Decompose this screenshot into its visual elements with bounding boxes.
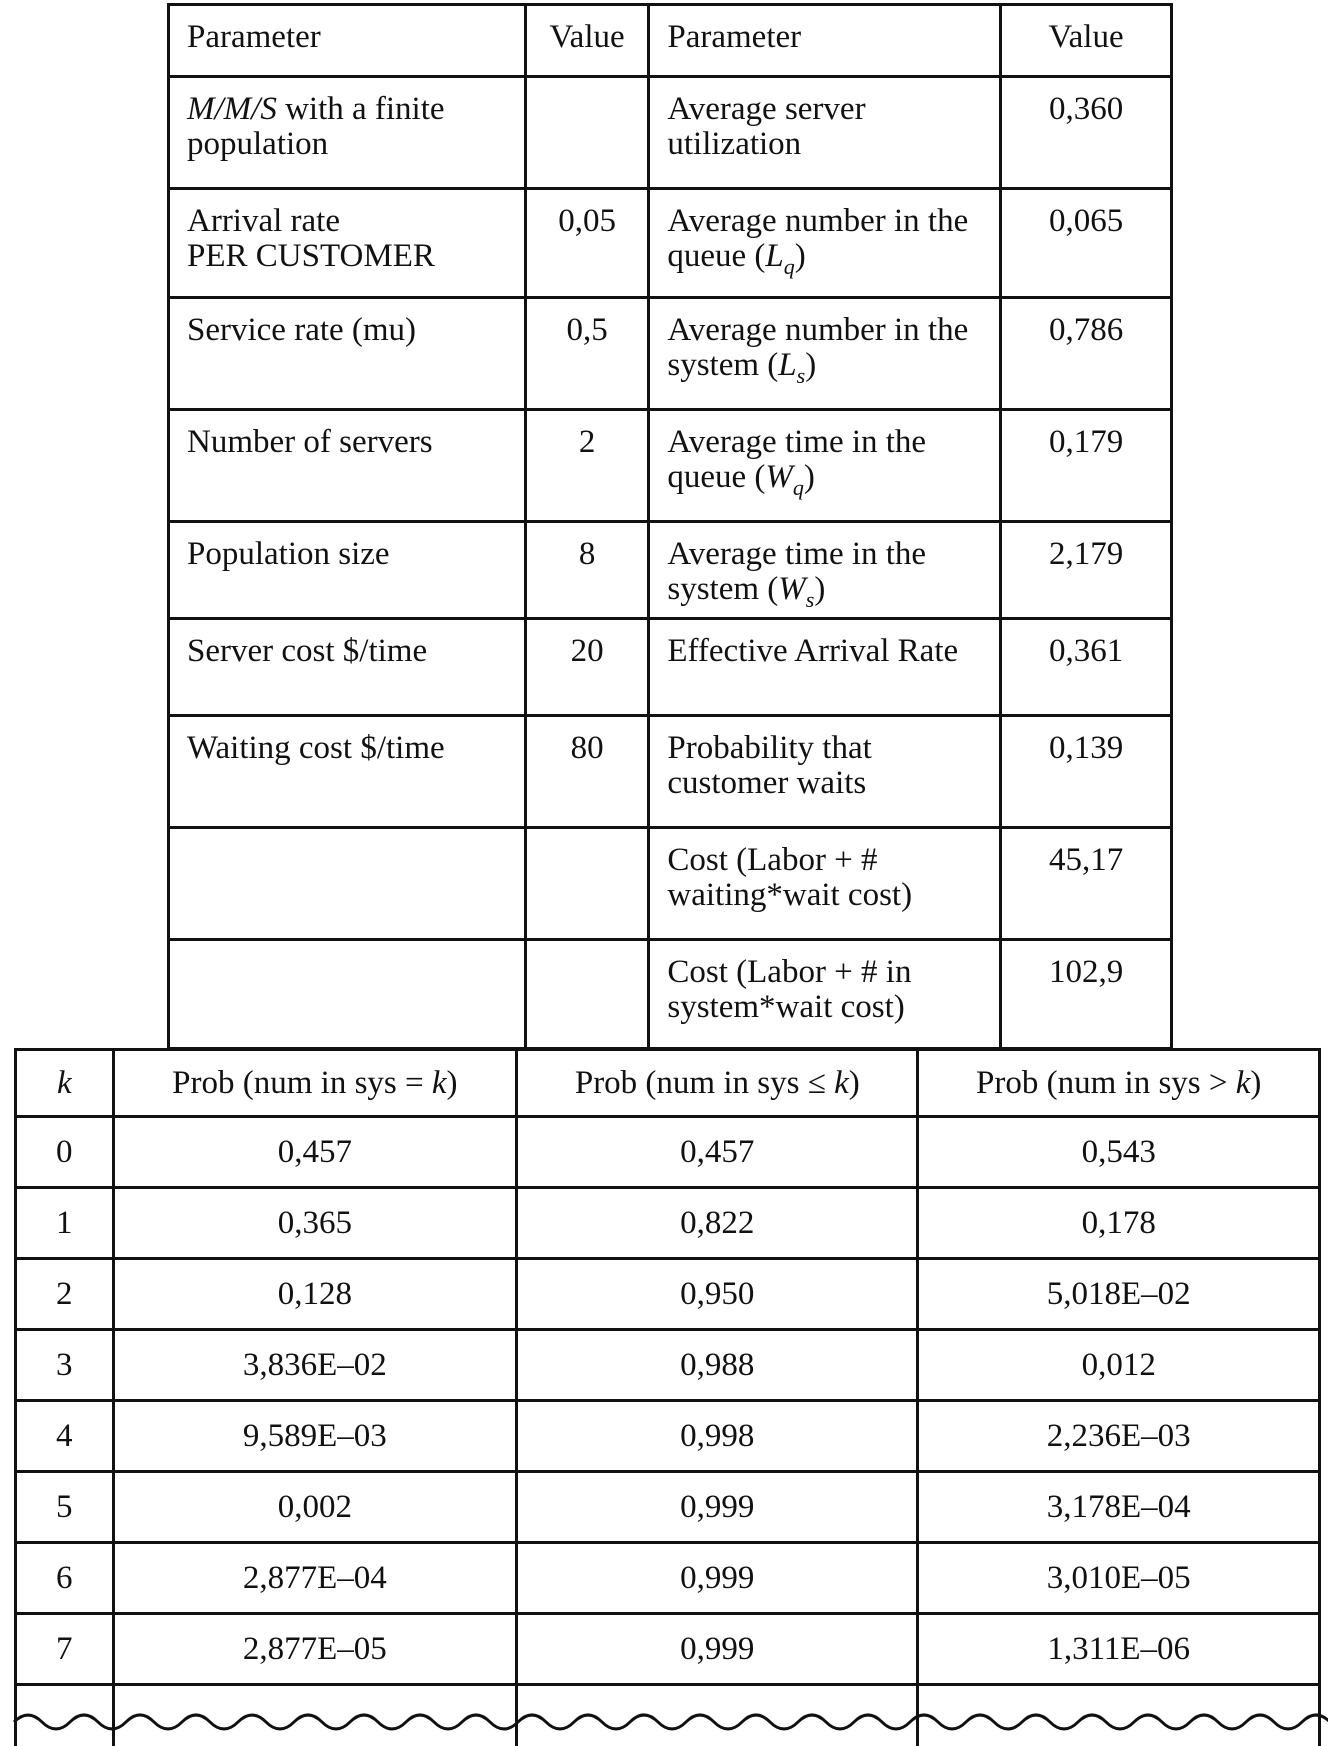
params-row — [169, 940, 1172, 1049]
k-cell: 1 — [16, 1188, 114, 1259]
output-parameter-cell: Cost (Labor + # in system*wait cost) — [649, 940, 1001, 1049]
header-value-1: Value — [525, 5, 649, 77]
header-prob-less-equal — [517, 1050, 918, 1117]
prob-equal-cell: 3,836E–02 — [113, 1330, 517, 1401]
prob-less-equal-cell: 0,999 — [517, 1543, 918, 1614]
output-parameter-cell — [649, 298, 1001, 410]
prob-equal-cell: 9,589E–03 — [113, 1401, 517, 1472]
input-parameter-cell: Waiting cost $/time — [169, 716, 526, 828]
prob-row — [16, 1401, 1320, 1472]
k-cell: 5 — [16, 1472, 114, 1543]
input-value-cell: 20 — [525, 619, 649, 716]
symbol: W — [765, 459, 793, 495]
symbol-subscript: s — [805, 587, 815, 612]
input-value-cell: 80 — [525, 716, 649, 828]
params-row — [169, 619, 1172, 716]
header-close: ) — [1250, 1064, 1262, 1101]
parameter-label: Average time in the system ( — [667, 536, 927, 607]
output-value-cell: 0,360 — [1001, 77, 1172, 189]
output-value-cell: 0,361 — [1001, 619, 1172, 716]
header-label: Prob (num in sys = — [172, 1064, 432, 1101]
output-value-cell: 0,786 — [1001, 298, 1172, 410]
prob-less-equal-cell: 0,999 — [517, 1614, 918, 1685]
k-cell: 7 — [16, 1614, 114, 1685]
parameter-label-line2: PER CUSTOMER — [187, 238, 435, 274]
symbol-subscript: q — [792, 475, 804, 500]
header-value-2: Value — [1001, 5, 1172, 77]
model-name: M/M/S — [187, 91, 277, 127]
k-cell: 3 — [16, 1330, 114, 1401]
prob-equal-cell: 0,365 — [113, 1188, 517, 1259]
symbol: L — [778, 347, 797, 383]
params-row — [169, 522, 1172, 619]
input-parameter-cell — [169, 189, 526, 298]
parameter-label: Arrival rate — [187, 203, 340, 239]
input-parameter-cell: Population size — [169, 522, 526, 619]
prob-equal-cell: 0,128 — [113, 1259, 517, 1330]
input-value-cell — [525, 940, 649, 1049]
header-parameter-2: Parameter — [649, 5, 1001, 77]
header-close: ) — [848, 1064, 860, 1101]
params-row — [169, 828, 1172, 940]
output-parameter-cell: Cost (Labor + # waiting*wait cost) — [649, 828, 1001, 940]
prob-equal-cell: 0,457 — [113, 1117, 517, 1188]
input-parameter-cell: Service rate (mu) — [169, 298, 526, 410]
prob-greater-cell: 0,012 — [918, 1330, 1320, 1401]
prob-less-equal-cell: 0,822 — [517, 1188, 918, 1259]
output-parameter-cell — [649, 522, 1001, 619]
parameter-label: Average time in the queue ( — [667, 424, 927, 495]
prob-less-equal-cell: 0,998 — [517, 1401, 918, 1472]
input-parameter-cell: Server cost $/time — [169, 619, 526, 716]
input-parameter-cell — [169, 77, 526, 189]
output-value-cell: 45,17 — [1001, 828, 1172, 940]
prob-equal-cell: 2,877E–04 — [113, 1543, 517, 1614]
header-prob-equal — [113, 1050, 517, 1117]
input-value-cell: 2 — [525, 410, 649, 522]
output-parameter-cell: Average server utilization — [649, 77, 1001, 189]
model-description: with a finite population — [187, 91, 445, 162]
header-parameter-1: Parameter — [169, 5, 526, 77]
input-parameter-cell: Number of servers — [169, 410, 526, 522]
prob-row — [16, 1614, 1320, 1685]
params-header-row — [169, 5, 1172, 77]
prob-greater-cell: 0,543 — [918, 1117, 1320, 1188]
params-row — [169, 716, 1172, 828]
prob-less-equal-cell: 0,999 — [517, 1472, 918, 1543]
wavy-break-line — [14, 1715, 1328, 1729]
output-value-cell: 0,139 — [1001, 716, 1172, 828]
prob-equal-cell: 0,002 — [113, 1472, 517, 1543]
closing-paren: ) — [803, 459, 815, 495]
header-var: k — [834, 1064, 849, 1101]
prob-greater-cell: 3,178E–04 — [918, 1472, 1320, 1543]
input-value-cell: 0,5 — [525, 298, 649, 410]
header-prob-greater — [918, 1050, 1320, 1117]
k-cell: 4 — [16, 1401, 114, 1472]
output-parameter-cell — [649, 410, 1001, 522]
params-row — [169, 189, 1172, 298]
state-probability-table — [14, 1048, 1321, 1746]
symbol: L — [765, 238, 784, 274]
output-value-cell: 2,179 — [1001, 522, 1172, 619]
prob-less-equal-cell: 0,457 — [517, 1117, 918, 1188]
prob-row — [16, 1259, 1320, 1330]
prob-row — [16, 1472, 1320, 1543]
output-value-cell: 0,065 — [1001, 189, 1172, 298]
prob-row — [16, 1117, 1320, 1188]
prob-equal-cell: 2,877E–05 — [113, 1614, 517, 1685]
prob-row — [16, 1330, 1320, 1401]
prob-header-row — [16, 1050, 1320, 1117]
input-parameter-cell — [169, 940, 526, 1049]
prob-less-equal-cell: 0,950 — [517, 1259, 918, 1330]
prob-greater-cell: 3,010E–05 — [918, 1543, 1320, 1614]
header-var: k — [1235, 1064, 1251, 1101]
header-label: Prob (num in sys ≤ — [574, 1064, 835, 1101]
prob-greater-cell: 2,236E–03 — [918, 1401, 1320, 1472]
closing-paren: ) — [794, 238, 806, 274]
torn-edge-divider — [0, 1700, 1328, 1746]
header-label: Prob (num in sys > — [976, 1064, 1236, 1101]
closing-paren: ) — [805, 347, 817, 383]
output-value-cell: 0,179 — [1001, 410, 1172, 522]
input-value-cell — [525, 828, 649, 940]
queue-parameters-table — [167, 3, 1173, 1050]
k-cell: 2 — [16, 1259, 114, 1330]
prob-greater-cell: 5,018E–02 — [918, 1259, 1320, 1330]
input-parameter-cell — [169, 828, 526, 940]
symbol: W — [778, 571, 806, 607]
prob-greater-cell: 0,178 — [918, 1188, 1320, 1259]
parameter-label: Average number in the system ( — [667, 312, 969, 383]
output-parameter-cell — [649, 189, 1001, 298]
output-parameter-cell: Effective Arrival Rate — [649, 619, 1001, 716]
parameter-label: Average number in the queue ( — [667, 203, 969, 274]
symbol-subscript: s — [796, 363, 806, 388]
k-cell: 6 — [16, 1543, 114, 1614]
prob-row — [16, 1188, 1320, 1259]
closing-paren: ) — [814, 571, 826, 607]
output-value-cell: 102,9 — [1001, 940, 1172, 1049]
params-row — [169, 77, 1172, 189]
header-var: k — [431, 1064, 447, 1101]
input-value-cell: 8 — [525, 522, 649, 619]
input-value-cell: 0,05 — [525, 189, 649, 298]
params-row — [169, 298, 1172, 410]
params-row — [169, 410, 1172, 522]
header-k: k — [16, 1050, 114, 1117]
output-parameter-cell: Probability that customer waits — [649, 716, 1001, 828]
prob-row — [16, 1543, 1320, 1614]
prob-greater-cell: 1,311E–06 — [918, 1614, 1320, 1685]
k-cell: 0 — [16, 1117, 114, 1188]
input-value-cell — [525, 77, 649, 189]
symbol-subscript: q — [783, 254, 795, 279]
header-close: ) — [446, 1064, 458, 1101]
prob-less-equal-cell: 0,988 — [517, 1330, 918, 1401]
